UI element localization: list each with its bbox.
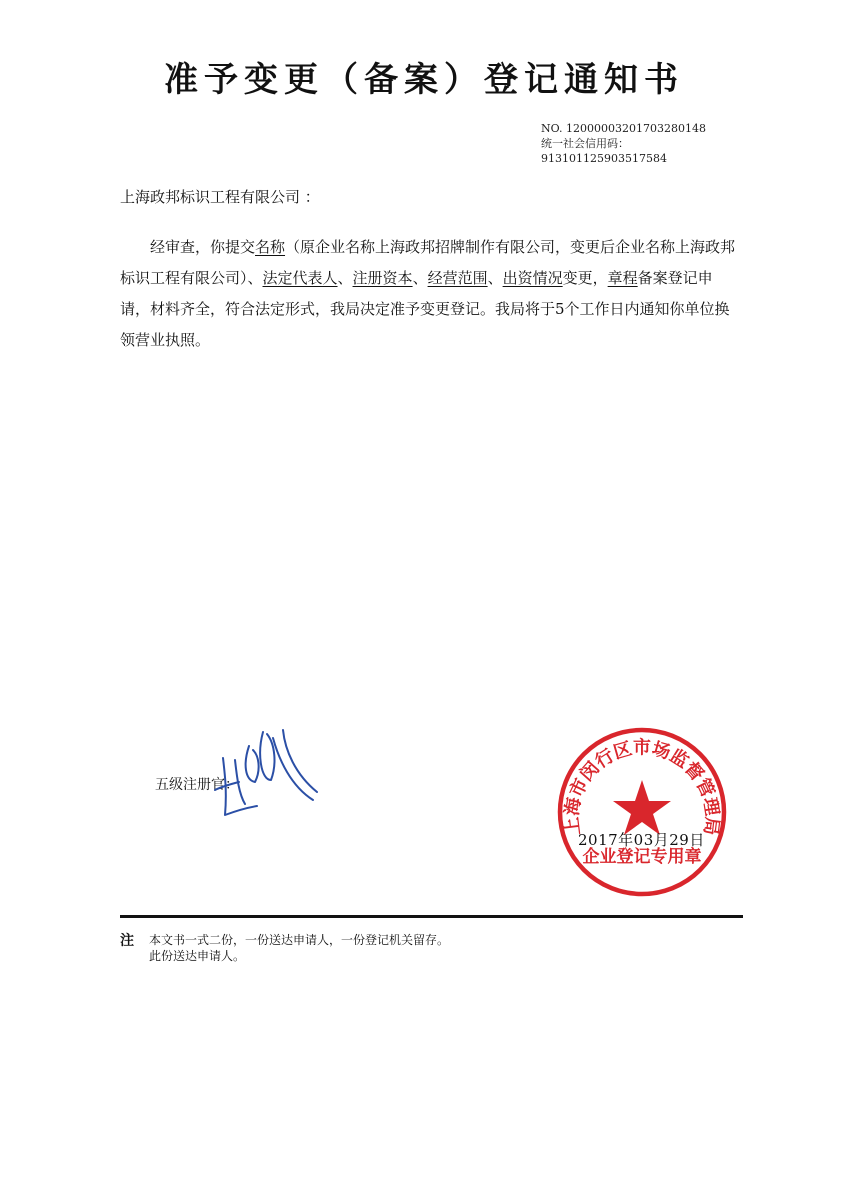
item-registered-capital: 注册资本 — [352, 269, 413, 287]
official-seal — [552, 722, 732, 902]
item-business-scope: 经营范围 — [427, 269, 488, 287]
item-investment: 出资情况 — [502, 269, 563, 287]
addressee: 上海政邦标识工程有限公司 ： — [120, 188, 320, 206]
item-legal-representative: 法定代表人 — [262, 269, 338, 287]
notice-body — [120, 232, 740, 356]
item-name: 名称 — [255, 238, 286, 256]
body-text-3: 变更， — [562, 269, 608, 287]
document-meta — [541, 121, 706, 166]
body-text-1: 经审查，你提交 — [150, 238, 256, 256]
document-title: 准予变更（备案）登记通知书 — [164, 60, 684, 100]
separator: 、 — [337, 269, 353, 287]
seal-date: 2017年03月29日 — [578, 831, 705, 849]
seal-purpose: 企业登记专用章 — [582, 847, 702, 867]
footer-divider — [120, 915, 743, 918]
separator: 、 — [487, 269, 503, 287]
registrar-label: 五级注册官： — [155, 777, 239, 793]
body-text-4: 备案登记申请，材料齐全，符合法定形式，我局决定准予变更登记。我局将于5个工作日内通知你单位换领营业执照。 — [120, 269, 730, 349]
footer-note-line-2: 此份送达申请人。 — [149, 949, 246, 963]
credit-code: 913101125903517584 — [541, 152, 667, 165]
footer-note-line-1: 本文书一式二份，一份送达申请人，一份登记机关留存。 — [149, 933, 450, 947]
body-text-2: （原企业名称上海政邦招牌制作有限公司，变更后企业名称上海政邦标识工程有限公司）、 — [120, 238, 736, 287]
note-mark: 注 — [120, 933, 134, 949]
seal-star-icon — [613, 780, 671, 835]
footer-note — [149, 932, 449, 964]
item-charter: 章程 — [607, 269, 638, 287]
seal-authority: 上海市闵行区市场监督管理局 — [561, 737, 723, 837]
separator: 、 — [412, 269, 428, 287]
document-number: NO. 12000003201703280148 — [541, 122, 706, 135]
handwritten-signature — [205, 720, 335, 830]
credit-code-label: 统一社会信用码： — [541, 137, 629, 150]
